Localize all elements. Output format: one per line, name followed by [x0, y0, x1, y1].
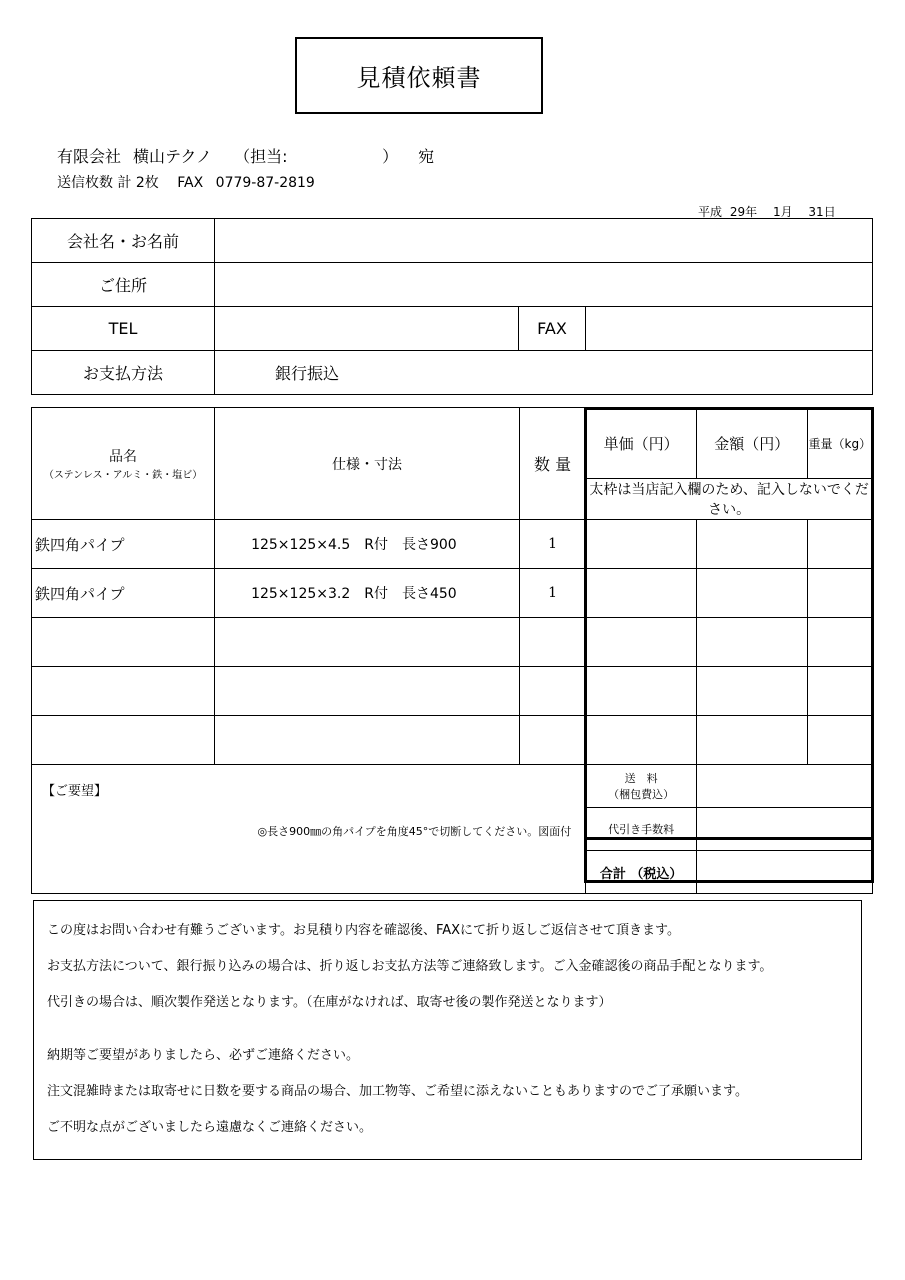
item-spec[interactable]	[215, 716, 520, 765]
item-unit-price	[586, 667, 697, 716]
item-amount	[696, 716, 807, 765]
header-amount: 金額（円）	[696, 408, 807, 479]
send-info-line	[57, 172, 329, 192]
item-name[interactable]	[32, 716, 215, 765]
date-era: 平成	[698, 205, 723, 219]
date-year: 29年	[729, 205, 758, 219]
recipient-contact-open: （担当:	[234, 147, 288, 166]
shop-use-frame-divider	[584, 837, 874, 840]
request-label: 【ご要望】	[42, 784, 108, 799]
item-unit-price	[586, 569, 697, 618]
item-unit-price	[586, 716, 697, 765]
shop-use-note: 太枠は当店記入欄のため、記入しないでください。	[586, 479, 873, 520]
note-line: 注文混雑時または取寄せに日数を要する商品の場合、加工物等、ご希望に添えないこともありますのでご了承願います。	[47, 1084, 748, 1099]
item-amount	[696, 618, 807, 667]
recipient-suffix: 宛	[418, 147, 435, 166]
header-weight: 重量（kg）	[807, 408, 872, 479]
note-line: この度はお問い合わせ有難うございます。お見積り内容を確認後、FAXにて折り返しご返信させて頂きます。	[47, 923, 681, 938]
cod-fee-value	[696, 808, 872, 851]
total-value	[696, 851, 872, 894]
item-weight	[807, 520, 872, 569]
recipient-company: 有限会社	[57, 147, 122, 166]
date-month: 1月	[772, 205, 793, 219]
address-field[interactable]	[215, 263, 873, 307]
shipping-label	[586, 765, 697, 808]
send-pages: 送信枚数 計 2枚	[57, 175, 159, 191]
header-item-name-text: 品名	[109, 449, 138, 465]
customer-info-table	[31, 218, 873, 395]
note-line: お支払方法について、銀行振り込みの場合は、折り返しお支払方法等ご連絡致します。ご入金確認後の商品手配となります。	[47, 959, 773, 974]
title-text: 見積依頼書	[356, 64, 482, 92]
total-label: 合計 （税込）	[586, 851, 697, 894]
item-qty[interactable]	[519, 716, 585, 765]
cod-fee-label: 代引き手数料	[586, 808, 697, 851]
item-qty[interactable]: 1	[519, 569, 585, 618]
fax-field[interactable]	[586, 307, 873, 351]
item-spec[interactable]	[215, 667, 520, 716]
items-table	[31, 407, 873, 894]
item-row	[32, 520, 873, 569]
recipient-line	[57, 144, 434, 167]
send-fax-label: FAX	[177, 175, 204, 191]
tel-label: TEL	[32, 307, 215, 351]
item-row-empty	[32, 667, 873, 716]
note-line: 代引きの場合は、順次製作発送となります。（在庫がなければ、取寄せ後の製作発送となります）	[47, 995, 612, 1010]
item-name[interactable]: 鉄四角パイプ	[32, 520, 215, 569]
item-unit-price	[586, 520, 697, 569]
item-name[interactable]	[32, 618, 215, 667]
send-fax-number: 0779-87-2819	[215, 175, 315, 191]
item-qty[interactable]: 1	[519, 520, 585, 569]
item-row-empty	[32, 716, 873, 765]
item-qty[interactable]	[519, 667, 585, 716]
header-unit-price: 単価（円）	[586, 408, 697, 479]
header-qty: 数 量	[519, 408, 585, 520]
tel-field[interactable]	[215, 307, 519, 351]
item-amount	[696, 667, 807, 716]
shipping-value	[696, 765, 872, 808]
item-spec[interactable]: 125×125×4.5 R付 長さ900	[215, 520, 520, 569]
item-weight	[807, 569, 872, 618]
company-field[interactable]	[215, 219, 873, 263]
recipient-name: 横山テクノ	[133, 147, 213, 166]
note-line: 納期等ご要望がありましたら、必ずご連絡ください。	[47, 1048, 360, 1063]
request-area[interactable]	[32, 765, 586, 894]
company-label: 会社名・お名前	[32, 219, 215, 263]
payment-value[interactable]: 銀行振込	[215, 351, 873, 395]
item-row-empty	[32, 618, 873, 667]
item-spec[interactable]	[215, 618, 520, 667]
note-line: ご不明な点がございましたら遠慮なくご連絡ください。	[47, 1120, 373, 1135]
shipping-label-text: 送 料	[624, 772, 658, 785]
item-row	[32, 569, 873, 618]
date-day: 31日	[808, 205, 836, 219]
item-unit-price	[586, 618, 697, 667]
item-name[interactable]: 鉄四角パイプ	[32, 569, 215, 618]
recipient-contact-close: ）	[382, 147, 399, 166]
document-title	[295, 37, 543, 114]
item-weight	[807, 667, 872, 716]
address-label: ご住所	[32, 263, 215, 307]
header-item-name	[32, 408, 215, 520]
fax-label: FAX	[519, 307, 586, 351]
item-weight	[807, 618, 872, 667]
item-qty[interactable]	[519, 618, 585, 667]
request-text: ◎長さ900㎜の角パイプを角度45°で切断してください。図面付	[257, 825, 572, 838]
shipping-label-sub: （梱包費込）	[608, 788, 675, 801]
payment-label: お支払方法	[32, 351, 215, 395]
item-amount	[696, 520, 807, 569]
item-spec[interactable]: 125×125×3.2 R付 長さ450	[215, 569, 520, 618]
item-weight	[807, 716, 872, 765]
header-item-name-sub: （ステンレス・アルミ・鉄・塩ビ）	[43, 470, 203, 481]
item-amount	[696, 569, 807, 618]
notes-box	[33, 900, 862, 1160]
header-spec: 仕様・寸法	[215, 408, 520, 520]
item-name[interactable]	[32, 667, 215, 716]
